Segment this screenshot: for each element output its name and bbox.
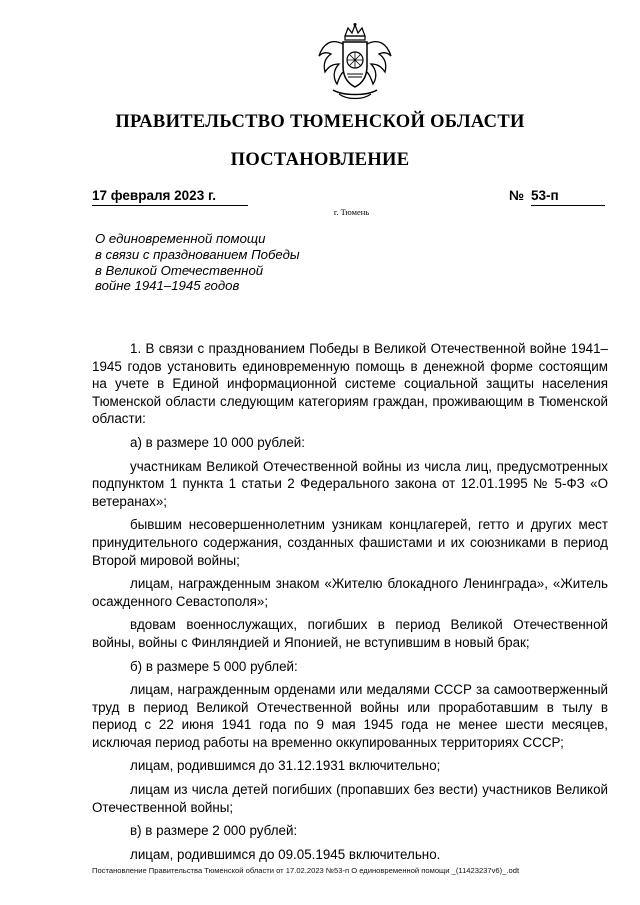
organization-title: ПРАВИТЕЛЬСТВО ТЮМЕНСКОЙ ОБЛАСТИ [115,112,525,132]
body-paragraph: бывшим несовершеннолетним узникам концлагерей, гетто и других мест принудительного содержания, созданных фашистами и их союзниками в период Второй мировой войны; [92,517,608,568]
subject-line: войне 1941–1945 годов [95,278,240,294]
subject-line: в Великой Отечественной [95,262,264,278]
body-paragraph: лицам, награжденным орденами или медалями СССР за самоотверженный труд в период Великой Отечественной войны или проработавшим в тылу в период с 22 июня 1941 года по 9 мая 1945 года не менее шести месяцев, исключая период работы на временно оккупированных территориях СССР; [92,682,608,750]
coat-of-arms-icon [313,22,397,104]
body-paragraph: лицам, награжденным знаком «Жителю блокадного Ленинграда», «Житель осажденного Севастополя»; [92,576,608,609]
document-number-field [509,187,605,206]
body-paragraph: лицам из числа детей погибших (пропавших без вести) участников Великой Отечественной войны; [92,782,608,815]
document-type-title: ПОСТАНОВЛЕНИЕ [230,150,410,170]
body-paragraph: вдовам военнослужащих, погибших в период Великой Отечественной войны, войны с Финляндией и Японией, не вступившим в новый брак; [92,617,608,650]
document-footer: Постановление Правительства Тюменской области от 17.02.2023 №53-п О единовременной помощи _(11423237v6)_.odt [92,866,520,875]
document-subject [95,231,395,294]
document-body [92,340,608,869]
body-paragraph: лицам, родившимся до 31.12.1931 включительно; [130,758,441,774]
document-city: г. Тюмень [333,207,370,217]
body-paragraph: б) в размере 5 000 рублей: [130,658,298,674]
subject-line: в связи с празднованием Победы [95,246,300,262]
number-sign: № [509,188,525,203]
document-date: 17 февраля 2023 г. [92,187,248,206]
body-paragraph: лицам, родившимся до 09.05.1945 включительно. [130,846,441,862]
subject-line: О единовременной помощи [95,231,266,246]
body-paragraph: а) в размере 10 000 рублей: [130,434,305,450]
body-paragraph: в) в размере 2 000 рублей: [130,823,298,839]
body-paragraph: участникам Великой Отечественной войны из числа лиц, предусмотренных подпунктом 1 пункта 1 статьи 2 Федерального закона от 12.01.1995 № 5-ФЗ «О ветеранах»; [92,458,608,509]
body-paragraph: 1. В связи с празднованием Победы в Великой Отечественной войне 1941–1945 годов установить единовременную помощь в денежной форме состоящим на учете в Единой информационной системе социальной защиты населения Тюменской области следующим категориям граждан, проживающим в Тюменской области: [92,341,608,427]
document-number: 53-п [531,187,605,206]
